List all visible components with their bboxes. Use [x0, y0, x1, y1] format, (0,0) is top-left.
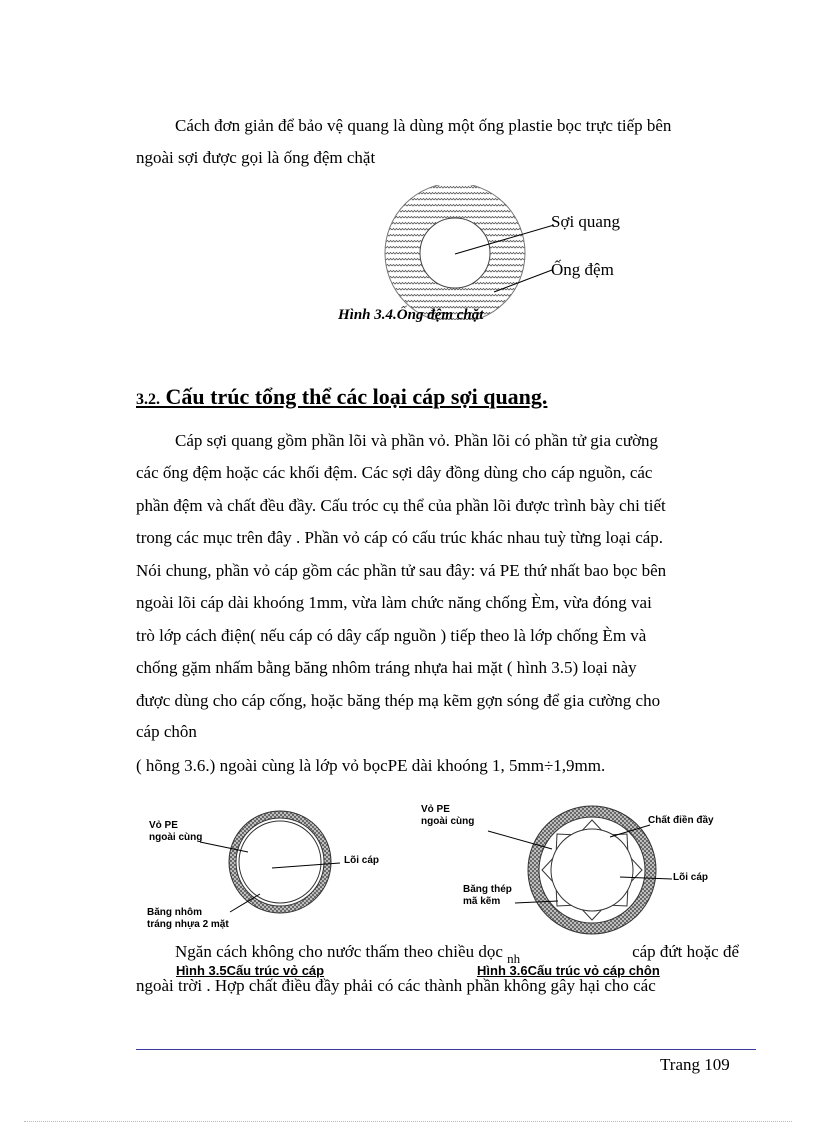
fig36-label-filler: Chất điền đầy	[648, 815, 714, 826]
body-line-6: ngoài lõi cáp dài khoóng 1mm, vừa làm chức năng chống Èm, vừa đóng vai	[136, 593, 652, 612]
fig35-label-core: Lõi cáp	[344, 855, 380, 866]
figure-3-6-caption: Hình 3.6Cấu trúc vỏ cáp chôn	[477, 963, 660, 978]
fig36-label-pe: Vỏ PE ngoài cùng	[421, 804, 475, 827]
page-number: Trang 109	[660, 1055, 730, 1074]
body-line-7: trò lớp cách điện( nếu cáp có dây cấp nguồn ) tiếp theo là lớp chống Èm và	[136, 626, 647, 645]
bottom-line-2: ngoài trời . Hợp chất điều đầy phải có các thành phần không gây hại cho các	[136, 976, 656, 995]
section-number: 3.2.	[136, 391, 160, 408]
body-line-8: chống gặm nhấm bằng băng nhôm tráng nhựa hai mặt ( hình 3.5) loại này	[136, 658, 637, 677]
body-line-5: Nói chung, phần vỏ cáp gồm các phần tử sau đây: vá PE thứ nhất bao bọc bên	[136, 561, 667, 580]
figure-3-4-leader-lines	[450, 210, 560, 300]
intro-line-1: Cách đơn giản để bảo vệ quang là dùng một ống plastie bọc trực tiếp bên	[175, 116, 672, 135]
label-fiber: Sợi quang	[551, 212, 620, 231]
fig35-label-tape: Băng nhôm tráng nhựa 2 mặt	[147, 907, 229, 930]
body-line-9: được dùng cho cáp cống, hoặc băng thép mạ kẽm gợn sóng để gia cường cho	[136, 691, 661, 710]
body-line-3: phần đệm và chất đều đầy. Cấu tróc cụ thể của phần lõi được trình bày chi tiết	[136, 496, 666, 515]
section-title: Cấu trúc tổng thể các loại cáp sợi quang.	[165, 384, 548, 409]
body-line-11: ( hõng 3.6.) ngoài cùng là lớp vỏ bọcPE dài khoóng 1, 5mm÷1,9mm.	[136, 756, 606, 775]
figure-3-4-caption: Hình 3.4.Ống đệm chặt	[338, 307, 484, 323]
fig36-label-core: Lõi cáp	[673, 872, 709, 883]
footer-rule	[136, 1049, 756, 1050]
body-line-2: các ống đệm hoặc các khối đệm. Các sợi dây đồng dùng cho cáp nguồn, các	[136, 463, 653, 482]
section-heading	[136, 384, 547, 410]
page-bottom-dots	[24, 1121, 792, 1122]
fig36-label-steel: Băng thép mã kẽm	[463, 884, 512, 907]
fig35-label-pe: Vỏ PE ngoài cùng	[149, 820, 203, 843]
intro-line-2: ngoài sợi được gọi là ống đệm chặt	[136, 148, 376, 167]
figure-3-5-caption: Hình 3.5Cấu trúc vỏ cáp	[176, 963, 325, 978]
body-line-1: Cáp sợi quang gồm phần lõi và phần vỏ. Phần lõi có phần tử gia cường	[175, 431, 659, 450]
label-buffer-tube: Ống đệm	[551, 260, 614, 279]
body-line-4: trong các mục trên đây . Phần vỏ cáp có cấu trúc khác nhau tuỳ từng loại cáp.	[136, 528, 664, 547]
bottom-line-1: Ngăn cách không cho nước thấm theo chiều dọc $_{nh}$ cáp đứt hoặc để	[175, 942, 739, 966]
body-line-10: cáp chôn	[136, 722, 197, 741]
